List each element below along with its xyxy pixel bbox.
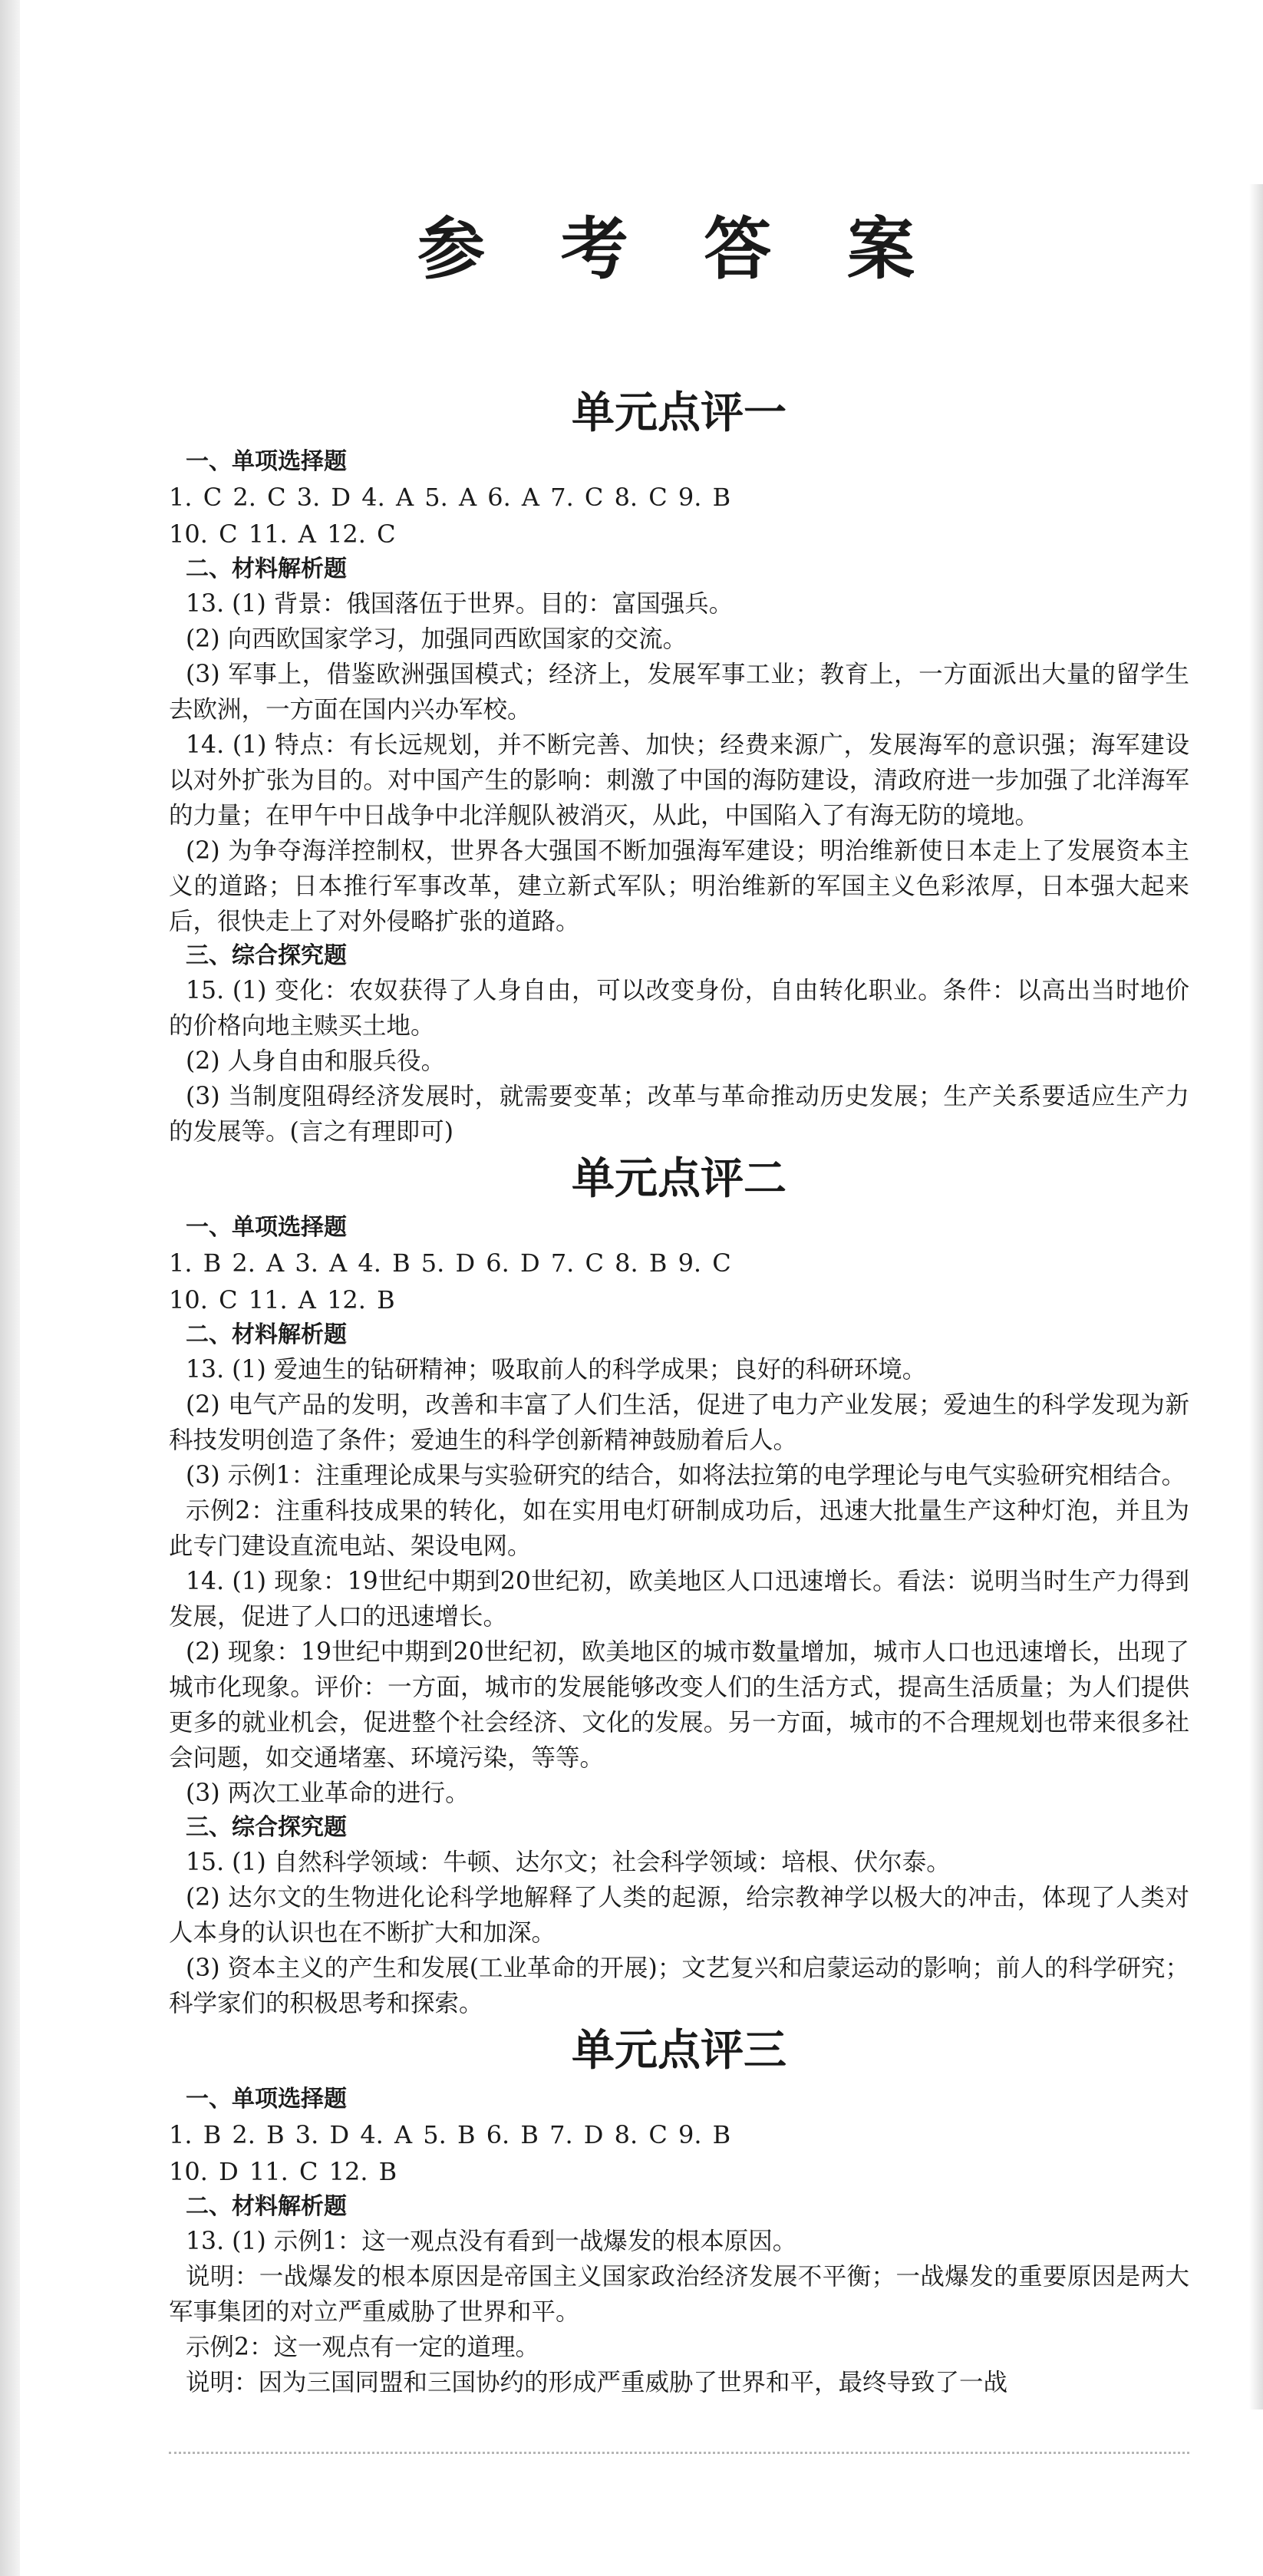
unit-title: 单元点评一 [572,388,786,438]
answer-paragraph: 13. (1) 背景：俄国落伍于世界。目的：富国强兵。 [186,590,734,618]
answer-paragraph: 14. (1) 现象：19世纪中期到20世纪初，欧美地区人口迅速增长。看法：说明当时生产力得到发展，促进了人口的迅速增长。 [169,1568,1189,1631]
answer-paragraph: 示例2：这一观点有一定的道理。 [186,2334,540,2361]
answer-line: 10. C 11. A 12. C [169,519,396,549]
page-title: 参 考 答 案 [417,209,941,289]
scan-edge-right [1249,184,1263,2409]
unit-title: 单元点评二 [572,1153,786,1204]
answer-paragraph: 说明：因为三国同盟和三国协约的形成严重威胁了世界和平，最终导致了一战 [186,2369,1008,2396]
answer-paragraph: (2) 电气产品的发明，改善和丰富了人们生活，促进了电力产业发展；爱迪生的科学发现为新科技发明创造了条件；爱迪生的科学创新精神鼓励着后人。 [169,1391,1189,1454]
answer-paragraph: 13. (1) 示例1：这一观点没有看到一战爆发的根本原因。 [186,2228,797,2255]
section-heading: 二、材料解析题 [186,556,347,582]
answer-paragraph: (2) 向西欧国家学习，加强同西欧国家的交流。 [186,625,688,653]
scan-edge-left [0,0,20,2576]
answer-paragraph: (2) 人身自由和服兵役。 [186,1047,446,1075]
answer-paragraph: (2) 现象：19世纪中期到20世纪初，欧美地区的城市数量增加，城市人口也迅速增长，出现了城市化现象。评价：一方面，城市的发展能够改变人们的生活方式，提高生活质量；为人们提供更多的就业机会，促进整个社会经济、文化的发展。另一方面，城市的不合理规划也带来很多社会问题，如交通堵塞、环境污染，等等。 [169,1638,1189,1772]
answer-line: 1. C 2. C 3. D 4. A 5. A 6. A 7. C 8. C 9. B [169,483,731,512]
answer-paragraph: 说明：一战爆发的根本原因是帝国主义国家政治经济发展不平衡；一战爆发的重要原因是两大军事集团的对立严重威胁了世界和平。 [169,2263,1189,2326]
answer-paragraph: (2) 达尔文的生物进化论科学地解释了人类的起源，给宗教神学以极大的冲击，体现了人类对人本身的认识也在不断扩大和加深。 [169,1884,1189,1947]
answer-line: 1. B 2. B 3. D 4. A 5. B 6. B 7. D 8. C 9. B [169,2120,731,2149]
answer-paragraph: (2) 为争夺海洋控制权，世界各大强国不断加强海军建设；明治维新使日本走上了发展资本主义的道路；日本推行军事改革，建立新式军队；明治维新的军国主义色彩浓厚，日本强大起来后，很快走上了对外侵略扩张的道路。 [169,837,1189,935]
section-heading: 二、材料解析题 [186,2193,347,2220]
section-heading: 三、综合探究题 [186,1814,347,1841]
section-heading: 一、单项选择题 [186,448,347,475]
answer-page [169,207,1189,2400]
unit-3 [169,2021,1189,2400]
answer-paragraph: (3) 军事上，借鉴欧洲强国模式；经济上，发展军事工业；教育上，一方面派出大量的留学生去欧洲，一方面在国内兴办军校。 [169,661,1189,724]
answer-paragraph: 示例2：注重科技成果的转化，如在实用电灯研制成功后，迅速大批量生产这种灯泡，并且为此专门建设直流电站、架设电网。 [169,1497,1189,1560]
section-heading: 三、综合探究题 [186,942,347,969]
answer-paragraph: 15. (1) 自然科学领域：牛顿、达尔文；社会科学领域：培根、伏尔泰。 [186,1849,951,1876]
bottom-dotted-divider [169,2452,1189,2454]
section-heading: 二、材料解析题 [186,1321,347,1348]
answer-line: 10. C 11. A 12. B [169,1285,395,1314]
section-heading: 一、单项选择题 [186,1214,347,1241]
section-heading: 一、单项选择题 [186,2086,347,2113]
unit-2 [169,1149,1189,2021]
answer-line: 1. B 2. A 3. A 4. B 5. D 6. D 7. C 8. B 9. C [169,1248,731,1278]
answer-paragraph: (3) 资本主义的产生和发展(工业革命的开展)；文艺复兴和启蒙运动的影响；前人的科学研究；科学家们的积极思考和探索。 [169,1954,1189,2017]
answer-paragraph: (3) 示例1：注重理论成果与实验研究的结合，如将法拉第的电学理论与电气实验研究相结合。 [186,1462,1186,1489]
answer-paragraph: 14. (1) 特点：有长远规划，并不断完善、加快；经费来源广，发展海军的意识强；海军建设以对外扩张为目的。对中国产生的影响：刺激了中国的海防建设，清政府进一步加强了北洋海军的力量；在甲午中日战争中北洋舰队被消灭，从此，中国陷入了有海无防的境地。 [169,731,1189,830]
answer-line: 10. D 11. C 12. B [169,2157,397,2186]
answer-paragraph: (3) 两次工业革命的进行。 [186,1779,470,1807]
answer-paragraph: 13. (1) 爱迪生的钻研精神；吸取前人的科学成果；良好的科研环境。 [186,1356,927,1384]
answer-paragraph: 15. (1) 变化：农奴获得了人身自由，可以改变身份，自由转化职业。条件：以高出当时地价的价格向地主赎买土地。 [169,977,1189,1040]
unit-1 [169,384,1189,1149]
unit-title: 单元点评三 [572,2025,786,2076]
answer-paragraph: (3) 当制度阻碍经济发展时，就需要变革；改革与革命推动历史发展；生产关系要适应生产力的发展等。(言之有理即可) [169,1083,1189,1146]
